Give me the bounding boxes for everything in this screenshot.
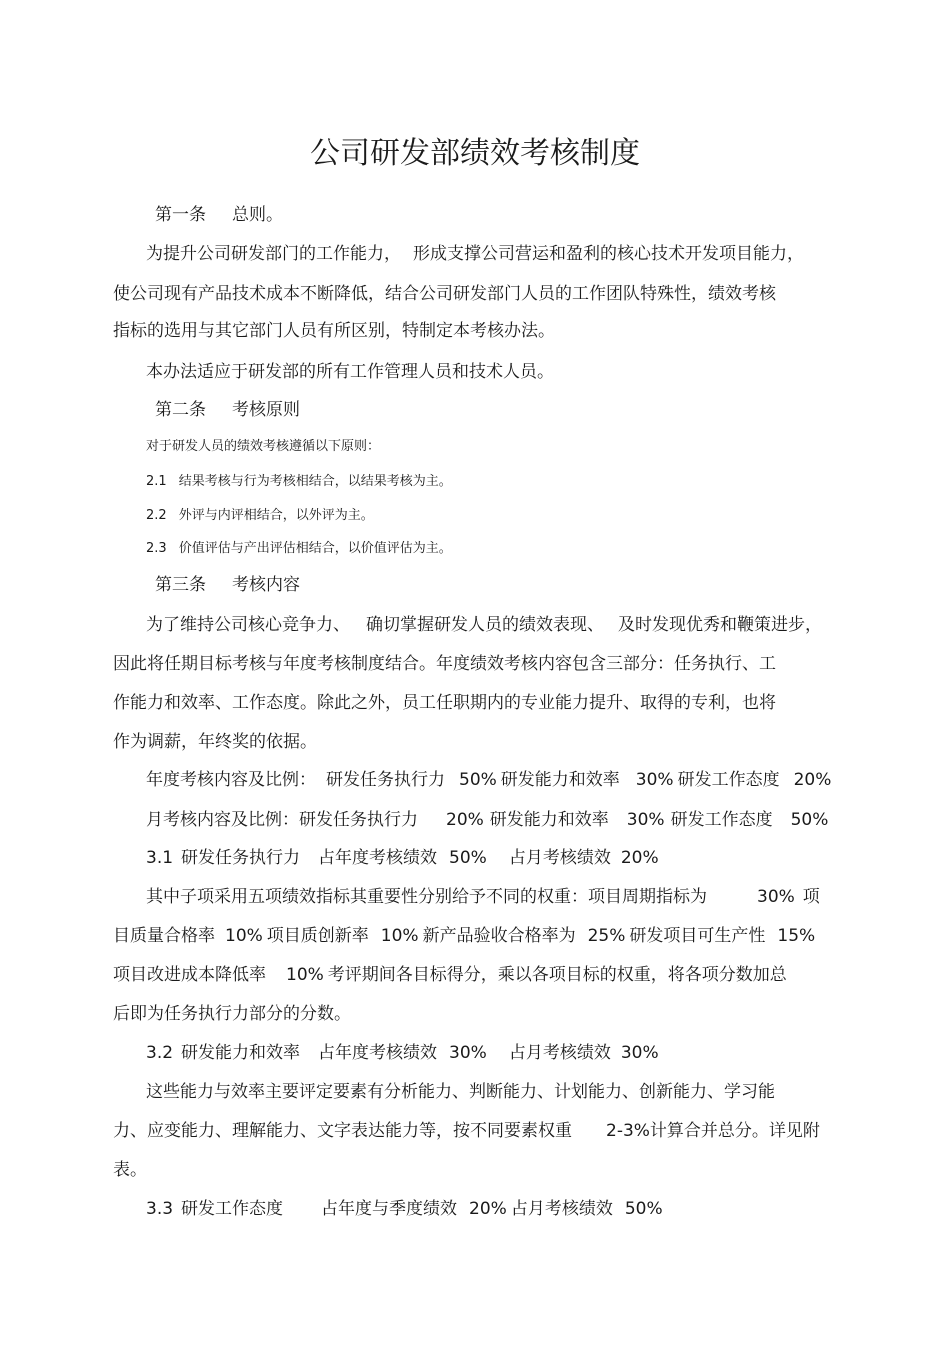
article-2-heading <box>155 398 300 422</box>
paragraph-line <box>113 1119 820 1143</box>
section-name: 研发工作态度 <box>181 1199 284 1219</box>
article-number: 第三条 <box>155 575 206 595</box>
principle-text: 价值评估与产出评估相结合，以价值评估为主。 <box>178 541 452 556</box>
paragraph-line <box>146 613 822 637</box>
paragraph-line: 因此将任期目标考核与年度考核制度结合。年度绩效考核内容包含三部分：任务执行、工 <box>113 654 776 674</box>
annual-ratio-line <box>146 768 831 792</box>
principle-text: 外评与内评相结合，以外评为主。 <box>178 508 374 523</box>
section-share-value: 50% <box>624 1199 663 1219</box>
paragraph-line: 本办法适应于研发部的所有工作管理人员和技术人员。 <box>146 362 554 382</box>
ratio-value: 50% <box>790 810 829 830</box>
text-segment: 项目改进成本降低率 <box>113 965 266 985</box>
section-share-value: 20% <box>620 848 659 868</box>
paragraph-line <box>113 924 815 948</box>
text-segment: 力、应变能力、理解能力、文字表达能力等，按不同要素权重 <box>113 1121 572 1141</box>
section-number: 3.1 <box>146 848 174 868</box>
document-title: 公司研发部绩效考核制度 <box>310 136 640 171</box>
ratio-item: 研发工作态度 <box>670 810 773 830</box>
text-segment: 其中子项采用五项绩效指标其重要性分别给予不同的权重：项目周期指标为 <box>146 887 707 907</box>
ratio-value: 30% <box>626 810 665 830</box>
ratio-item: 研发任务执行力 <box>299 810 418 830</box>
weight-value: 25% <box>587 926 626 946</box>
ratio-value: 20% <box>793 770 832 790</box>
ratio-item: 研发能力和效率 <box>489 810 609 830</box>
paragraph-line: 表。 <box>113 1160 147 1180</box>
section-share-value: 50% <box>449 848 487 868</box>
ratio-value: 50% <box>459 770 497 790</box>
principle-item <box>146 506 374 526</box>
text-segment: 考评期间各目标得分，乘以各项目标的权重，将各项分数加总 <box>327 965 787 985</box>
section-number: 3.3 <box>146 1199 174 1219</box>
paragraph-line: 指标的选用与其它部门人员有所区别，特制定本考核办法。 <box>113 321 555 341</box>
section-share-label: 占月考核绩效 <box>508 848 611 868</box>
section-share-value: 30% <box>620 1043 659 1063</box>
paragraph-line: 这些能力与效率主要评定要素有分析能力、判断能力、计划能力、创新能力、学习能 <box>146 1082 775 1102</box>
section-share-label: 占年度与季度绩效 <box>321 1199 458 1219</box>
paragraph-line <box>146 242 804 266</box>
paragraph-line: 作为调薪，年终奖的依据。 <box>113 732 317 752</box>
article-number: 第二条 <box>155 400 206 420</box>
section-share-label: 占月考核绩效 <box>508 1043 611 1063</box>
text-segment: 项 <box>802 887 820 907</box>
article-1-heading <box>155 203 283 227</box>
text-segment: 研发项目可生产性 <box>629 926 766 946</box>
text-segment: 2-3%计算合并总分。详见附 <box>606 1121 820 1141</box>
section-name: 研发任务执行力 <box>181 848 301 868</box>
section-name: 研发能力和效率 <box>181 1043 301 1063</box>
weight-value: 15% <box>777 926 816 946</box>
section-3-3-heading <box>146 1197 663 1221</box>
paragraph-line: 作能力和效率、工作态度。除此之外，员工任职期内的专业能力提升、取得的专利，也将 <box>113 693 776 713</box>
principle-item <box>146 539 452 559</box>
monthly-ratio-line <box>146 808 828 832</box>
section-share-label: 占月考核绩效 <box>510 1199 613 1219</box>
ratio-value: 30% <box>635 770 674 790</box>
principle-number: 2.2 <box>146 508 167 523</box>
ratio-item: 研发任务执行力 <box>326 770 445 790</box>
text-segment: 为提升公司研发部门的工作能力， <box>146 244 401 264</box>
text-segment: 确切掌握研发人员的绩效表现、 <box>366 615 604 635</box>
section-3-1-heading <box>146 846 659 870</box>
text-segment: 项目质创新率 <box>266 926 369 946</box>
principles-intro: 对于研发人员的绩效考核遵循以下原则： <box>146 439 381 454</box>
text-segment: 新产品验收合格率为 <box>422 926 576 946</box>
ratio-label: 月考核内容及比例： <box>146 810 299 830</box>
principle-number: 2.3 <box>146 541 167 556</box>
principle-text: 结果考核与行为考核相结合，以结果考核为主。 <box>178 474 452 489</box>
article-3-heading <box>155 573 300 597</box>
weight-value: 10% <box>286 965 324 985</box>
principle-item <box>146 472 452 492</box>
section-share-label: 占年度考核绩效 <box>318 848 438 868</box>
section-share-value: 20% <box>469 1199 507 1219</box>
text-segment: 形成支撑公司营运和盈利的核心技术开发项目能力， <box>413 244 804 264</box>
principle-number: 2.1 <box>146 474 167 489</box>
ratio-value: 20% <box>446 810 484 830</box>
ratio-item: 研发能力和效率 <box>500 770 620 790</box>
article-number: 第一条 <box>155 205 206 225</box>
article-name: 考核原则 <box>232 400 300 420</box>
paragraph-line: 后即为任务执行力部分的分数。 <box>113 1004 351 1024</box>
section-number: 3.2 <box>146 1043 174 1063</box>
paragraph-line <box>146 885 820 909</box>
ratio-item: 研发工作态度 <box>677 770 780 790</box>
weight-value: 30% <box>757 887 795 907</box>
text-segment: 及时发现优秀和鞭策进步， <box>618 615 822 635</box>
article-name: 总则。 <box>232 205 283 225</box>
section-share-label: 占年度考核绩效 <box>318 1043 438 1063</box>
text-segment: 为了维持公司核心竞争力、 <box>146 615 350 635</box>
article-name: 考核内容 <box>232 575 300 595</box>
paragraph-line: 使公司现有产品技术成本不断降低，结合公司研发部门人员的工作团队特殊性，绩效考核 <box>113 284 776 304</box>
weight-value: 10% <box>225 926 263 946</box>
text-segment: 目质量合格率 <box>113 926 215 946</box>
paragraph-line <box>113 963 787 987</box>
weight-value: 10% <box>380 926 419 946</box>
ratio-label: 年度考核内容及比例： <box>146 770 316 790</box>
section-share-value: 30% <box>449 1043 487 1063</box>
section-3-2-heading <box>146 1041 659 1065</box>
